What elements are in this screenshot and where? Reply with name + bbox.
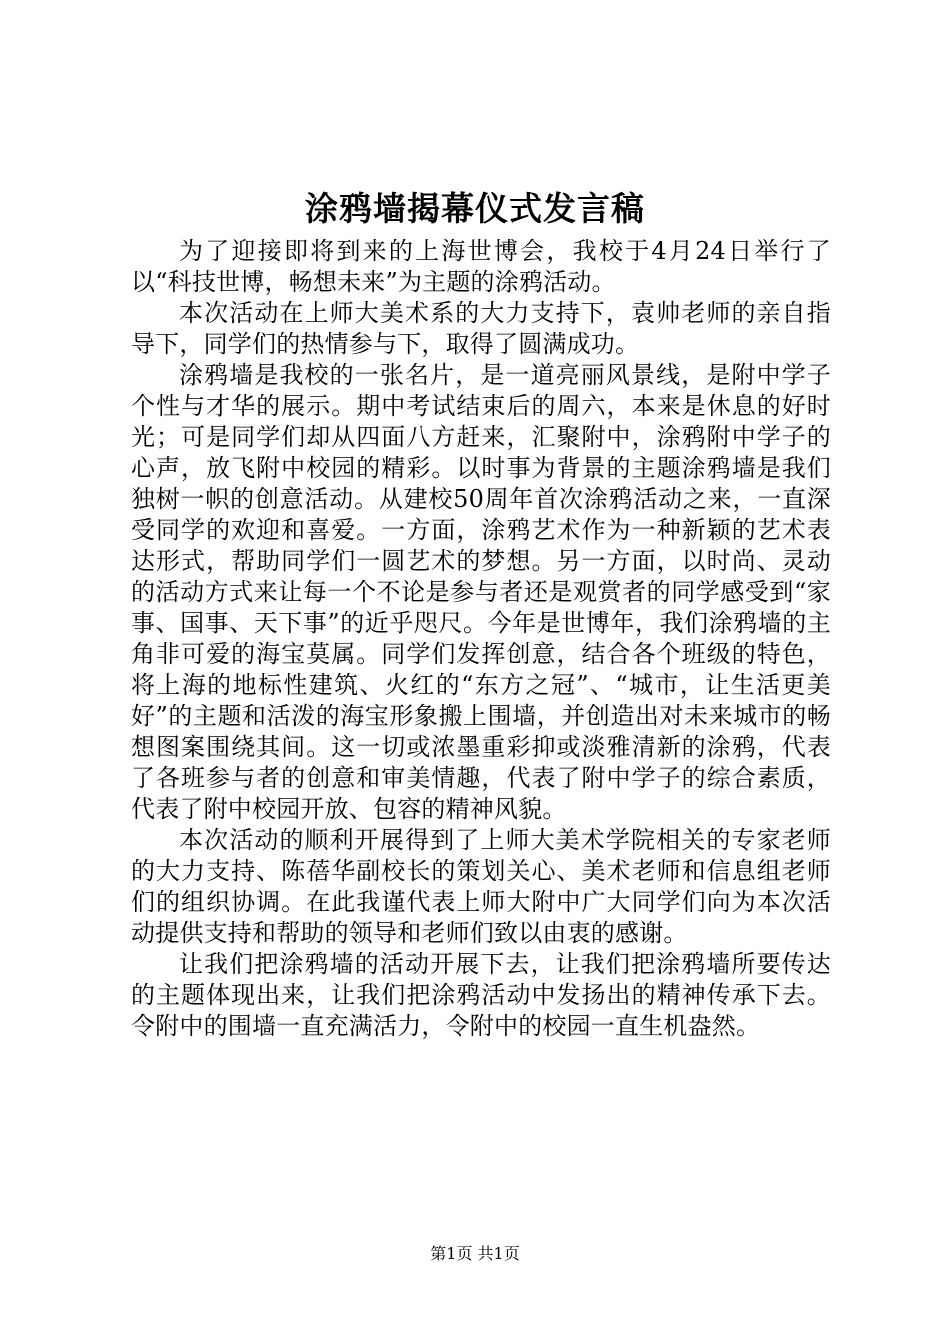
paragraph-4: 本次活动的顺利开展得到了上师大美术学院相关的专家老师的大力支持、陈蓓华副校长的策划关心、美术老师和信息组老师们的组织协调。在此我谨代表上师大附中广大同学们向为本次活动提供支持和帮助的领导和老师们致以由衷的感谢。 (131, 826, 831, 947)
document-title: 涂鸦墙揭幕仪式发言稿 (305, 189, 645, 228)
paragraph-5: 让我们把涂鸦墙的活动开展下去，让我们把涂鸦墙所要传达的主题体现出来，让我们把涂鸦活动中发扬出的精神传承下去。令附中的围墙一直充满活力，令附中的校园一直生机盎然。 (131, 950, 831, 1040)
document-body (131, 236, 831, 1042)
paragraph-2: 本次活动在上师大美术系的大力支持下，袁帅老师的亲自指导下，同学们的热情参与下，取得了圆满成功。 (131, 299, 831, 358)
paragraph-1: 为了迎接即将到来的上海世博会，我校于4月24日举行了以“科技世博，畅想未来”为主题的涂鸦活动。 (131, 237, 831, 296)
page-footer: 第1页 共1页 (430, 1244, 520, 1263)
paragraph-3: 涂鸦墙是我校的一张名片，是一道亮丽风景线，是附中学子个性与才华的展示。期中考试结束后的周六，本来是休息的好时光；可是同学们却从四面八方赶来，汇聚附中，涂鸦附中学子的心声，放飞附中校园的精彩。以时事为背景的主题涂鸦墙是我们独树一帜的创意活动。从建校50周年首次涂鸦活动之来，一直深受同学的欢迎和喜爱。一方面，涂鸦艺术作为一种新颖的艺术表达形式，帮助同学们一圆艺术的梦想。另一方面，以时尚、灵动的活动方式来让每一个不论是参与者还是观赏者的同学感受到“家事、国事、天下事”的近乎咫尺。今年是世博年，我们涂鸦墙的主角非可爱的海宝莫属。同学们发挥创意，结合各个班级的特色，将上海的地标性建筑、火红的“东方之冠”、“城市，让生活更美好”的主题和活泼的海宝形象搬上围墙，并创造出对未来城市的畅想图案围绕其间。这一切或浓墨重彩抑或淡雅清新的涂鸦，代表了各班参与者的创意和审美情趣，代表了附中学子的综合素质，代表了附中校园开放、包容的精神风貌。 (131, 361, 831, 823)
